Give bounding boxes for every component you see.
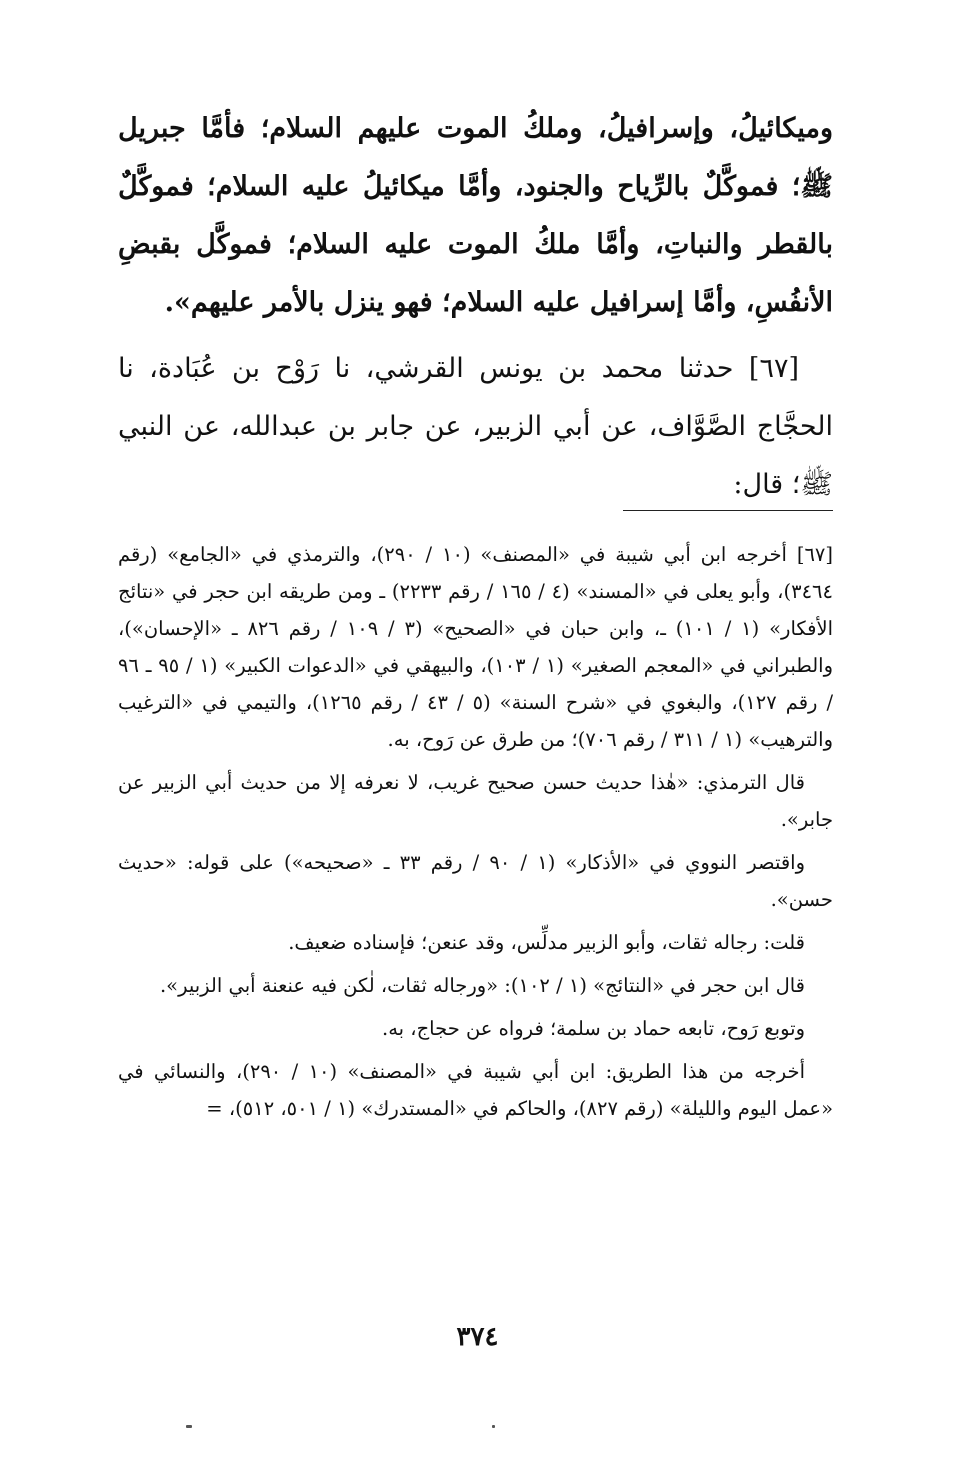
footnote-tirmidhi-ruling: قال الترمذي: «هٰذا حديث حسن صحيح غريب، لا نعرفه إلا من حديث أبي الزبير عن جابر». bbox=[118, 771, 833, 831]
footnote-mutabaah: وتوبع رَوح، تابعه حماد بن سلمة؛ فرواه عن حجاج، به. bbox=[382, 1017, 805, 1040]
page-number: ٣٧٤ bbox=[456, 1322, 499, 1352]
main-text bbox=[118, 100, 833, 514]
main-paragraph-1: وميكائيلُ، وإسرافيلُ، وملكُ الموت عليهم السلام؛ فأمَّا جبريل ﷺ؛ فموكَّلٌ بالرِّياح والجنود، وأمَّا ميكائيلُ عليه السلام؛ فموكَّلٌ بالقطر والنباتِ، وأمَّا ملكُ الموت عليه السلام؛ فموكَّل بقبضِ الأنفُسِ، وأمَّا إسرافيل عليه السلام؛ فهو ينزل بالأمر عليهم». bbox=[118, 113, 833, 318]
footnote-nawawi: واقتصر النووي في «الأذكار» (١ / ٩٠ / رقم ٣٣ ـ «صحيحه») على قوله: «حديث حسن». bbox=[118, 851, 833, 911]
hadith-67-chain: [٦٧] حدثنا محمد بن يونس القرشي، نا رَوْح بن عُبَادة، نا الحجَّاج الصَّوَّاف، عن أبي الزبير، عن جابر بن عبدالله، عن النبي ﷺ؛ قال: bbox=[118, 353, 833, 500]
footnote-ibn-hajar: قال ابن حجر في «النتائج» (١ / ١٠٢): «ورجاله ثقات، لٰكن فيه عنعنة أبي الزبير». bbox=[159, 974, 805, 997]
footnote-separator bbox=[623, 510, 833, 511]
scan-speck bbox=[186, 1425, 192, 1428]
footnote-other-route: أخرجه من هذا الطريق: ابن أبي شيبة في «المصنف» (١٠ / ٢٩٠)، والنسائي في «عمل اليوم والليلة» (رقم ٨٢٧)، والحاكم في «المستدرك» (١ / ٥٠١، ٥١٢)، = bbox=[118, 1060, 833, 1120]
footnotes bbox=[118, 536, 833, 1133]
footnote-67-takhrij: [٦٧] أخرجه ابن أبي شيبة في «المصنف» (١٠ / ٢٩٠)، والترمذي في «الجامع» (رقم ٣٤٦٤)، وأبو يعلى في «المسند» (٤ / ١٦٥ / رقم ٢٢٣٣) ـ ومن طريقه ابن حجر في «نتائج الأفكار» (١ / ١٠١) ـ، وابن حبان في «الصحيح» (٣ / ١٠٩ / رقم ٨٢٦ ـ «الإحسان»)، والطبراني في «المعجم الصغير» (١ / ١٠٣)، والبيهقي في «الدعوات الكبير» (١ / ٩٥ ـ ٩٦ / رقم ١٢٧)، والبغوي في «شرح السنة» (٥ / ٤٣ / رقم ١٢٦٥)، والتيمي في «الترغيب والترهيب» (١ / ٣١١ / رقم ٧٠٦)؛ من طرق عن رَوح، به. bbox=[118, 543, 834, 751]
scan-speck bbox=[492, 1425, 495, 1428]
footnote-author-ruling: قلت: رجاله ثقات، وأبو الزبير مدلِّس، وقد عنعن؛ فإسناده ضعيف. bbox=[288, 931, 805, 954]
